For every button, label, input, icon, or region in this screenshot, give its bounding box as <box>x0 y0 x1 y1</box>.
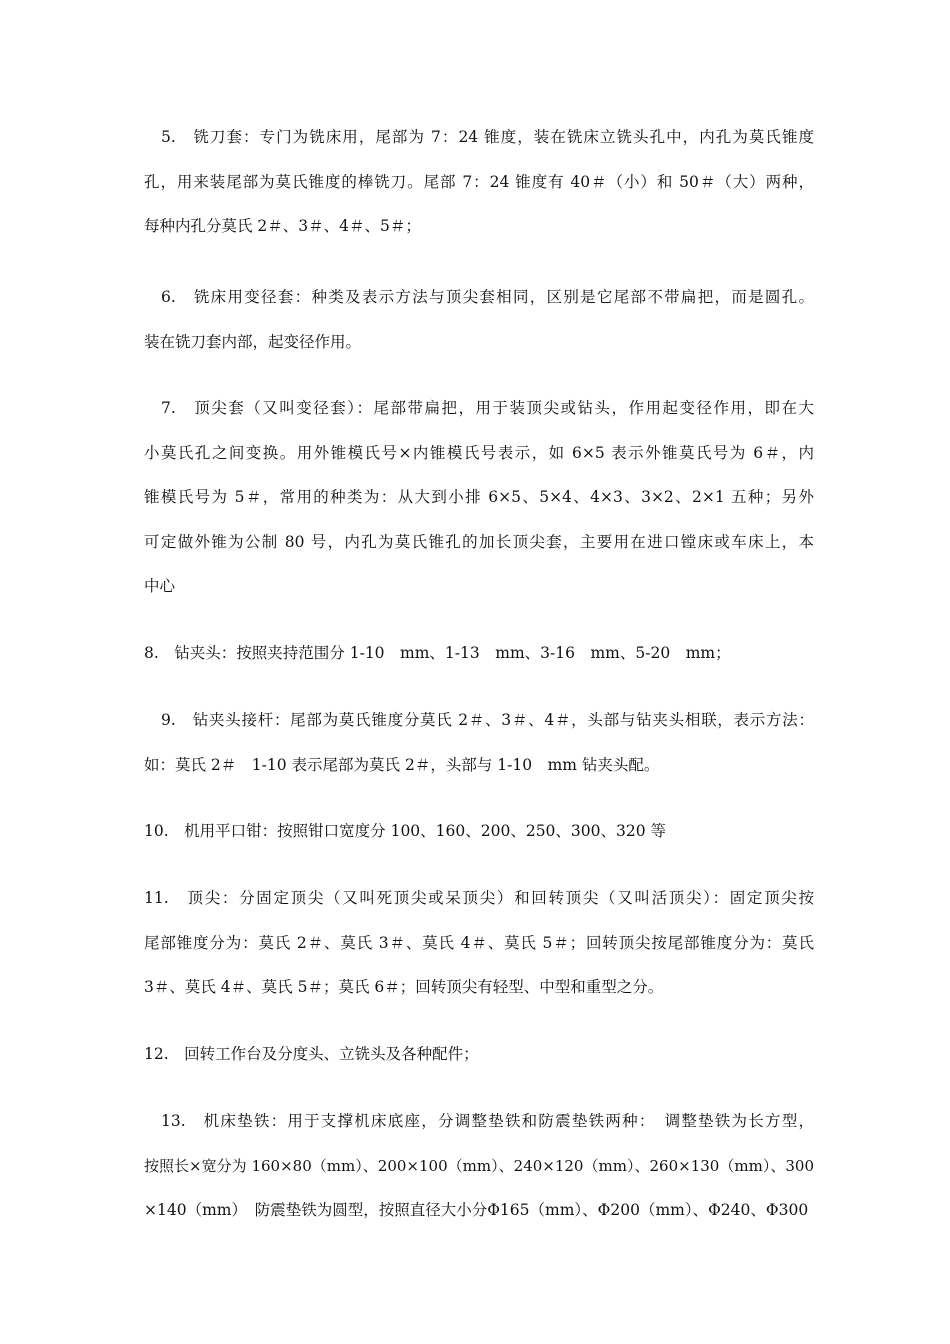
paragraph-item-8 <box>144 631 814 676</box>
text-line: 锥模氏号为 5＃，常用的种类为：从大到小排 6×5、5×4、4×3、3×2、2×1 五种；另外 <box>144 488 814 506</box>
paragraph-item-5 <box>144 115 814 249</box>
paragraph-item-10 <box>144 809 814 854</box>
text-line: 5. 铣刀套：专门为铣床用，尾部为 7：24 锥度，装在铣床立铣头孔中，内孔为莫氏锥度 <box>161 128 814 146</box>
text-line: 孔，用来装尾部为莫氏锥度的棒铣刀。尾部 7：24 锥度有 40＃（小）和 50＃（大）两种， <box>144 172 814 191</box>
text-line: 装在铣刀套内部，起变径作用。 <box>144 332 362 351</box>
text-line: 尾部锥度分为：莫氏 2＃、莫氏 3＃、莫氏 4＃、莫氏 5＃；回转顶尖按尾部锥度分为：莫氏 <box>144 933 814 952</box>
text-line: 10. 机用平口钳：按照钳口宽度分 100、160、200、250、300、320 等 <box>144 822 667 840</box>
paragraph-item-7 <box>144 386 814 609</box>
text-line: 7. 顶尖套（又叫变径套）：尾部带扁把，用于装顶尖或钻头，作用起变径作用，即在大 <box>161 399 814 417</box>
text-line: 中心 <box>144 577 176 595</box>
text-line: 可定做外锥为公制 80 号，内孔为莫氏锥孔的加长顶尖套，主要用在进口镗床或车床上，本 <box>144 532 814 551</box>
text-line: 6. 铣床用变径套：种类及表示方法与顶尖套相同，区别是它尾部不带扁把，而是圆孔。 <box>161 288 814 306</box>
text-line: 13. 机床垫铁：用于支撑机床底座，分调整垫铁和防震垫铁两种： 调整垫铁为长方型， <box>161 1112 814 1130</box>
text-line: ×140（mm） 防震垫铁为圆型，按照直径大小分Φ165（mm）、Φ200（mm）、Φ240、Φ300 <box>144 1201 809 1219</box>
text-line: 按照长×宽分为 160×80（mm）、200×100（mm）、240×120（mm）、260×130（mm）、300 <box>144 1156 814 1175</box>
text-line: 每种内孔分莫氏 2＃、3＃、4＃、5＃； <box>144 217 421 235</box>
text-line: 8. 钻夹头：按照夹持范围分 1-10 mm、1-13 mm、3-16 mm、5-20 mm； <box>144 644 731 662</box>
paragraph-item-11 <box>144 876 814 1010</box>
text-line: 12. 回转工作台及分度头、立铣头及各种配件； <box>144 1045 479 1063</box>
paragraph-item-6 <box>144 275 814 364</box>
text-line: 3＃、莫氏 4＃、莫氏 5＃；莫氏 6＃；回转顶尖有轻型、中型和重型之分。 <box>144 978 664 996</box>
text-line: 9. 钻夹头接杆：尾部为莫氏锥度分莫氏 2＃、3＃、4＃，头部与钻夹头相联，表示方法： <box>161 711 814 729</box>
paragraph-item-9 <box>144 698 814 787</box>
paragraph-item-12 <box>144 1032 814 1077</box>
text-line: 11. 顶尖：分固定顶尖（又叫死顶尖或呆顶尖）和回转顶尖（又叫活顶尖）：固定顶尖按 <box>144 889 814 907</box>
text-line: 如：莫氏 2＃ 1-10 表示尾部为莫氏 2＃，头部与 1-10 mm 钻夹头配。 <box>144 755 660 774</box>
paragraph-item-13 <box>144 1099 814 1233</box>
text-line: 小莫氏孔之间变换。用外锥模氏号×内锥模氏号表示，如 6×5 表示外锥莫氏号为 6＃，内 <box>144 443 814 462</box>
